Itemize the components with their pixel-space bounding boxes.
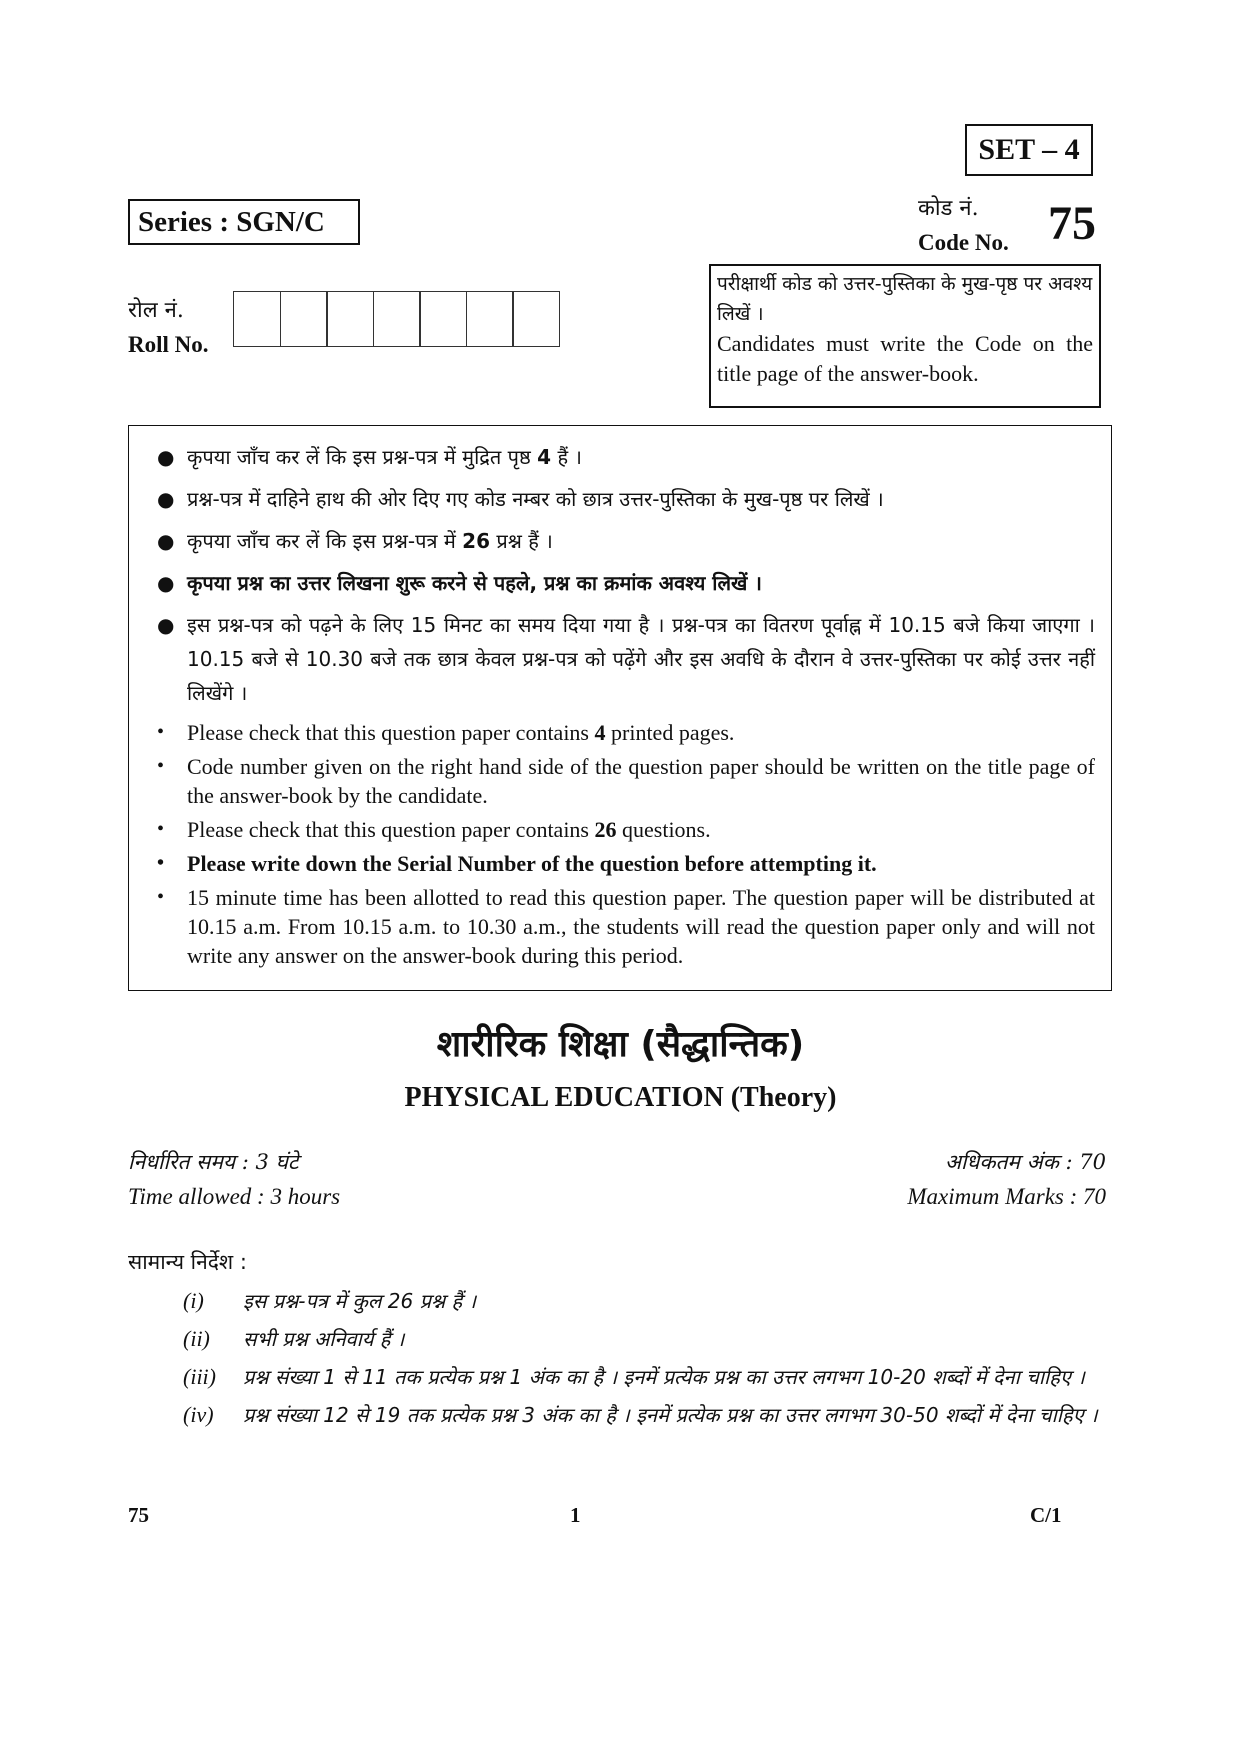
instruction-hindi-4: ● कृपया प्रश्न का उत्तर लिखना शुरू करने से पहले, प्रश्न का क्रमांक अवश्य लिखें । xyxy=(151,566,1095,600)
general-instruction-item: (i) इस प्रश्न-पत्र में कुल 26 प्रश्न हैं । xyxy=(183,1288,477,1313)
footer-code: 75 xyxy=(128,1503,149,1527)
roll-digit-box[interactable] xyxy=(466,291,514,347)
bullet-icon: ● xyxy=(157,571,175,595)
bullet-icon: • xyxy=(157,755,165,777)
series-label: Series : SGN/C xyxy=(128,199,360,245)
set-label: SET – 4 xyxy=(965,124,1093,176)
roll-number-boxes xyxy=(233,291,559,347)
code-label-hindi: कोड नं. xyxy=(918,196,979,221)
code-note-hindi: परीक्षार्थी कोड को उत्तर-पुस्तिका के मुख-पृष्ठ पर अवश्य लिखें । xyxy=(717,273,1093,325)
subject-title-hindi: शारीरिक शिक्षा (सैद्धान्तिक) xyxy=(436,1024,805,1065)
bullet-icon: ● xyxy=(157,529,175,553)
instruction-hindi-3: ● कृपया जाँच कर लें कि इस प्रश्न-पत्र में 26 प्रश्न हैं । xyxy=(151,524,1095,558)
code-number: 75 xyxy=(1048,197,1096,250)
instruction-english-1: • Please check that this question paper contains 4 printed pages. xyxy=(157,720,735,745)
time-allowed-hindi: निर्धारित समय : 3 घंटे xyxy=(128,1150,299,1174)
max-marks-english: Maximum Marks : 70 xyxy=(907,1184,1106,1209)
bullet-icon: • xyxy=(157,818,165,840)
bullet-icon: • xyxy=(157,721,165,743)
instruction-hindi-5: ● इस प्रश्न-पत्र को पढ़ने के लिए 15 मिनट का समय दिया गया है । प्रश्न-पत्र का वितरण पूर्वाह्न में 10.15 बजे किया जाएगा । 10.15 बजे से 10.30 बजे तक छात्र केवल प्रश्न-पत्र को पढ़ेंगे और इस अवधि के दौरान वे उत्तर-पुस्तिका पर कोई उत्तर नहीं लिखेंगे । xyxy=(151,608,1095,710)
footer-page-number: 1 xyxy=(570,1503,581,1527)
roll-digit-box[interactable] xyxy=(280,291,328,347)
instruction-english-2: • Code number given on the right hand side of the question paper should be written on the title page of the answer-book by the candidate. xyxy=(157,754,1095,808)
roll-label-english: Roll No. xyxy=(128,332,209,357)
general-instructions-list xyxy=(183,1284,1108,1436)
subject-title-english: PHYSICAL EDUCATION (Theory) xyxy=(404,1082,837,1113)
general-instruction-item: (ii) सभी प्रश्न अनिवार्य हैं । xyxy=(183,1326,405,1351)
roll-digit-box[interactable] xyxy=(326,291,374,347)
code-note-english: Candidates must write the Code on the title page of the answer-book. xyxy=(717,331,1093,386)
bullet-icon: • xyxy=(157,852,165,874)
bullet-icon: ● xyxy=(157,487,175,511)
bullet-icon: ● xyxy=(157,613,175,637)
general-instruction-item: (iii) प्रश्न संख्या 1 से 11 तक प्रत्येक प्रश्न 1 अंक का है । इनमें प्रत्येक प्रश्न का उत्तर लगभग 10-20 शब्दों में देना चाहिए । xyxy=(183,1364,1085,1389)
footer-set-page: C/1 xyxy=(1030,1503,1062,1527)
bullet-icon: ● xyxy=(157,445,175,469)
roll-digit-box[interactable] xyxy=(233,291,281,347)
time-allowed-english: Time allowed : 3 hours xyxy=(128,1184,341,1209)
code-note-box xyxy=(709,264,1101,408)
instruction-hindi-1: ● कृपया जाँच कर लें कि इस प्रश्न-पत्र में मुद्रित पृष्ठ 4 हैं । xyxy=(151,440,1095,474)
roll-digit-box[interactable] xyxy=(419,291,467,347)
max-marks-hindi: अधिकतम अंक : 70 xyxy=(944,1150,1106,1174)
roll-label-hindi: रोल नं. xyxy=(128,298,184,323)
roll-digit-box[interactable] xyxy=(512,291,560,347)
instruction-english-4: • Please write down the Serial Number of the question before attempting it. xyxy=(157,851,877,876)
instruction-hindi-2: ● प्रश्न-पत्र में दाहिने हाथ की ओर दिए गए कोड नम्बर को छात्र उत्तर-पुस्तिका के मुख-पृष्ठ पर लिखें । xyxy=(151,482,1095,516)
instructions-box xyxy=(128,425,1112,991)
general-instructions-heading: सामान्य निर्देश : xyxy=(128,1250,247,1274)
instruction-english-5: • 15 minute time has been allotted to read this question paper. The question paper will be distributed at 10.15 a.m. From 10.15 a.m. to 10.30 a.m., the students will read the question paper only and will not write any answer on the answer-book during this period. xyxy=(157,885,1095,968)
roll-digit-box[interactable] xyxy=(373,291,421,347)
code-label-english: Code No. xyxy=(918,230,1009,255)
instruction-english-3: • Please check that this question paper contains 26 questions. xyxy=(157,817,711,842)
general-instruction-item: (iv) प्रश्न संख्या 12 से 19 तक प्रत्येक प्रश्न 3 अंक का है । इनमें प्रत्येक प्रश्न का उत्तर लगभग 30-50 शब्दों में देना चाहिए । xyxy=(183,1402,1098,1427)
bullet-icon: • xyxy=(157,886,165,908)
